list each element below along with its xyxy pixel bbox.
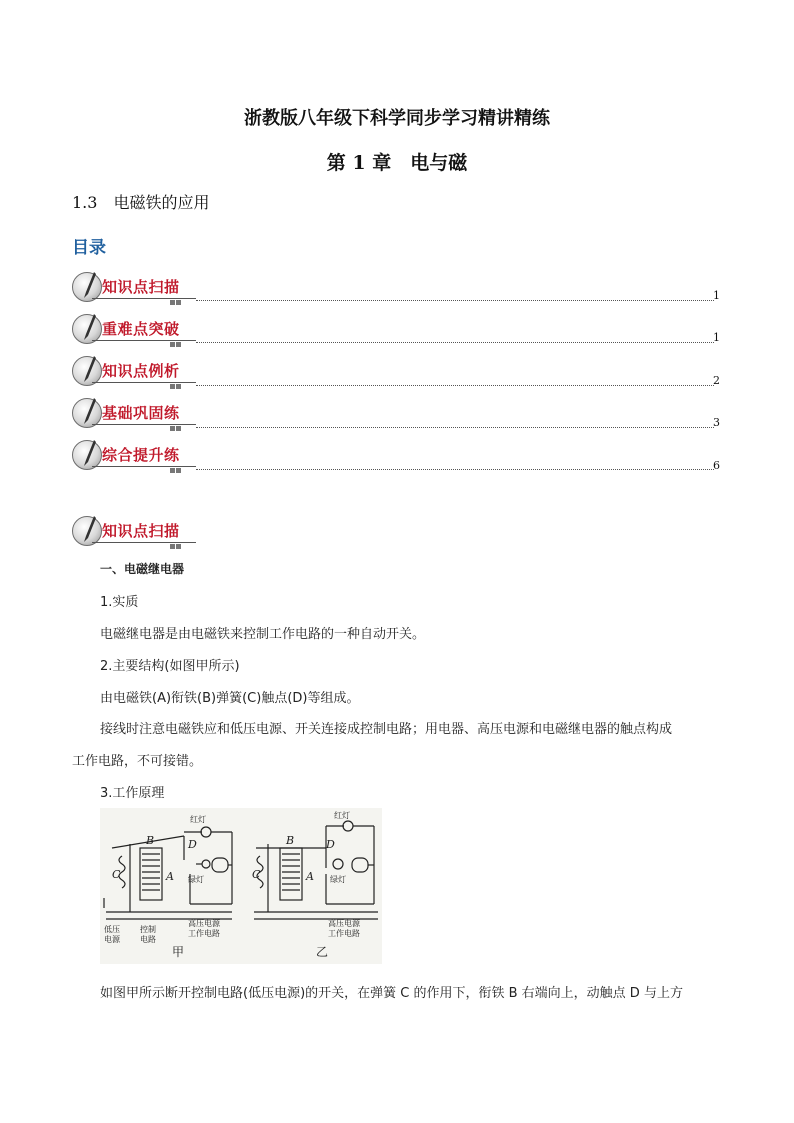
relay-diagram bbox=[100, 808, 382, 964]
low-voltage-label-1: 低压 bbox=[104, 925, 120, 934]
toc-page-number: 1 bbox=[713, 331, 720, 344]
paragraph-text: 工作电路，不可接错。 bbox=[72, 754, 203, 769]
brush-stroke-icon bbox=[78, 312, 100, 342]
label-A: A bbox=[306, 870, 314, 883]
label-C: C bbox=[112, 868, 121, 881]
figure-caption-jia: 甲 bbox=[172, 945, 185, 959]
toc-page-number: 6 bbox=[713, 459, 720, 472]
toc-item-key-points[interactable] bbox=[72, 312, 202, 346]
control-circuit-label-1: 控制 bbox=[140, 925, 156, 934]
decorative-squares-icon bbox=[170, 332, 188, 340]
toc-page-number: 1 bbox=[713, 289, 720, 302]
toc-item-knowledge-scan[interactable] bbox=[72, 270, 202, 304]
label-A: A bbox=[166, 870, 174, 883]
divider bbox=[92, 340, 196, 341]
toc-leader bbox=[196, 384, 714, 386]
toc-item-basic-practice[interactable] bbox=[72, 396, 202, 430]
high-voltage-label: 高压电源 bbox=[328, 919, 360, 928]
divider bbox=[92, 382, 196, 383]
chapter-title: 第 1 章 电与磁 bbox=[326, 152, 468, 174]
divider bbox=[92, 298, 196, 299]
control-circuit-label-2: 电路 bbox=[140, 935, 156, 944]
relay-diagram-figure bbox=[100, 808, 382, 964]
toc-item-advanced-practice[interactable] bbox=[72, 438, 202, 472]
toc-leader bbox=[196, 468, 714, 470]
toc-item-label: 基础巩固练 bbox=[102, 404, 180, 422]
subsection-heading: 一、电磁继电器 bbox=[100, 562, 185, 576]
toc-item-label: 知识点例析 bbox=[102, 362, 180, 380]
red-lamp-label: 红灯 bbox=[190, 815, 206, 824]
label-D: D bbox=[188, 838, 197, 851]
decorative-squares-icon bbox=[170, 374, 188, 382]
brush-stroke-icon bbox=[78, 396, 100, 426]
divider bbox=[92, 542, 196, 543]
toc-item-label: 知识点扫描 bbox=[102, 278, 180, 296]
red-lamp-label: 红灯 bbox=[334, 811, 350, 820]
divider bbox=[92, 424, 196, 425]
toc-page-number: 2 bbox=[713, 374, 720, 387]
section-badge-label: 知识点扫描 bbox=[102, 522, 180, 540]
paragraph-text: 由电磁铁(A)衔铁(B)弹簧(C)触点(D)等组成。 bbox=[100, 691, 360, 706]
toc-item-label: 综合提升练 bbox=[102, 446, 180, 464]
work-circuit-label: 工作电路 bbox=[188, 929, 220, 938]
toc-item-examples[interactable] bbox=[72, 354, 202, 388]
brush-stroke-icon bbox=[78, 270, 100, 300]
brush-stroke-icon bbox=[78, 514, 100, 544]
label-B: B bbox=[146, 834, 155, 847]
high-voltage-label: 高压电源 bbox=[188, 919, 220, 928]
label-B: B bbox=[286, 834, 295, 847]
toc-page-number: 3 bbox=[713, 416, 720, 429]
section-title: 1.3 电磁铁的应用 bbox=[72, 193, 210, 212]
paragraph-title: 1.实质 bbox=[100, 595, 139, 610]
toc-leader bbox=[196, 341, 714, 343]
brush-stroke-icon bbox=[78, 354, 100, 384]
paragraph-title: 3.工作原理 bbox=[100, 786, 165, 801]
figure-caption-yi: 乙 bbox=[316, 945, 329, 959]
brush-stroke-icon bbox=[78, 438, 100, 468]
toc-leader bbox=[196, 299, 714, 301]
green-lamp-label: 绿灯 bbox=[188, 875, 204, 884]
toc-item-label: 重难点突破 bbox=[102, 320, 180, 338]
green-lamp-label: 绿灯 bbox=[330, 875, 346, 884]
work-circuit-label: 工作电路 bbox=[328, 929, 360, 938]
label-D: D bbox=[326, 838, 335, 851]
paragraph-title: 2.主要结构(如图甲所示) bbox=[100, 659, 240, 674]
paragraph-text: 电磁继电器是由电磁铁来控制工作电路的一种自动开关。 bbox=[100, 627, 426, 642]
document-title: 浙教版八年级下科学同步学习精讲精练 bbox=[244, 108, 550, 129]
decorative-squares-icon bbox=[170, 290, 188, 298]
toc-leader bbox=[196, 426, 714, 428]
decorative-squares-icon bbox=[170, 458, 188, 466]
label-C: C bbox=[252, 868, 261, 881]
toc-heading: 目录 bbox=[72, 238, 106, 258]
decorative-squares-icon bbox=[170, 416, 188, 424]
paragraph-text: 如图甲所示断开控制电路(低压电源)的开关，在弹簧 C 的作用下，衔铁 B 右端向上，动触点 D 与上方 bbox=[100, 986, 683, 1001]
divider bbox=[92, 466, 196, 467]
decorative-squares-icon bbox=[170, 534, 188, 542]
low-voltage-label-2: 电源 bbox=[104, 935, 120, 944]
section-badge-knowledge-scan bbox=[72, 514, 202, 548]
paragraph-text: 接线时注意电磁铁应和低压电源、开关连接成控制电路；用电器、高压电源和电磁继电器的触点构成 bbox=[100, 722, 673, 737]
